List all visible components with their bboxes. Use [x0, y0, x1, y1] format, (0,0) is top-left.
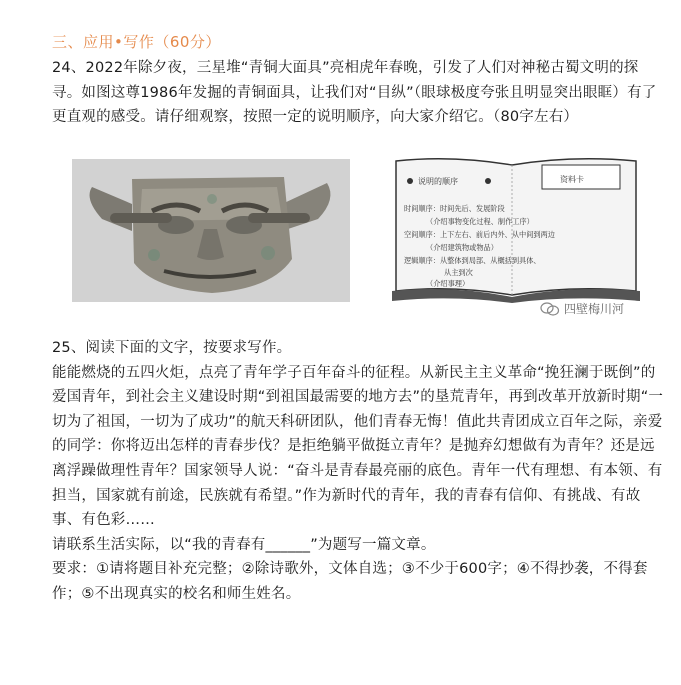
wechat-icon: [540, 302, 560, 316]
card-line: （介绍事物变化过程、制作工序）: [426, 217, 534, 226]
question-25-passage: 能能燃烧的五四火炬，点亮了青年学子百年奋斗的征程。从新民主主义革命“挽狂澜于既倒”的爱国青年，到社会主义建设时期“到祖国最需要的地方去”的垦荒青年，再到改革开放新时期“一切为了祖国，一切为了成功”的航天科研团队，他们青春无悔！值此共青团成立百年之际，亲爱的同学：你将迈出怎样的青春步伐？是拒绝躺平做挺立青年？是抛弃幻想做有为青年？还是远离浮躁做理性青年？国家领导人说：“奋斗是青春最亮丽的底色。青年一代有理想、有本领、有担当，国家就有前途，民族就有希望。”作为新时代的青年，我的青春有信仰、有挑战、有故事、有色彩……: [52, 364, 664, 529]
question-25: [52, 336, 664, 607]
bronze-mask-illustration: [72, 159, 350, 302]
card-line: 空间顺序：上下左右、前后内外、从中间到两边: [404, 230, 555, 239]
question-25-requirements: 要求：①请将题目补充完整；②除诗歌外，文体自选；③不少于600字；④不得抄袭，不得套作；⑤不出现真实的校名和师生姓名。: [52, 561, 648, 602]
card-line: 逻辑顺序：从整体到局部、从概括到具体、: [404, 256, 541, 265]
card-stamp: 资料卡: [560, 175, 584, 184]
card-line: （介绍建筑物或物品）: [426, 243, 498, 252]
card-line: 从主到次: [444, 268, 473, 277]
section-heading: 三、应用•写作（60分）: [52, 33, 221, 51]
watermark-text: 四壁梅川河: [564, 302, 625, 316]
watermark: [540, 300, 624, 317]
bronze-mask-photo: [72, 159, 350, 302]
question-25-prompt: 请联系生活实际，以“我的青春有______”为题写一篇文章。: [52, 536, 436, 553]
question-24-text: 24、2022年除夕夜，三星堆“青铜大面具”亮相虎年春晚，引发了人们对神秘古蜀文明的探寻。如图这尊1986年发掘的青铜面具，让我们对“目纵”（眼球极度夸张且明显突出眼眶）有了更直观的感受。请仔细观察，按照一定的说明顺序，向大家介绍它。（80字左右）: [52, 60, 657, 126]
card-title: 说明的顺序: [418, 177, 458, 186]
question-25-heading: 25、阅读下面的文字，按要求写作。: [52, 340, 292, 356]
card-line: （介绍事理）: [426, 279, 470, 288]
card-line: 时间顺序：时间先后、发展阶段: [404, 204, 505, 213]
resource-card: [392, 153, 640, 303]
